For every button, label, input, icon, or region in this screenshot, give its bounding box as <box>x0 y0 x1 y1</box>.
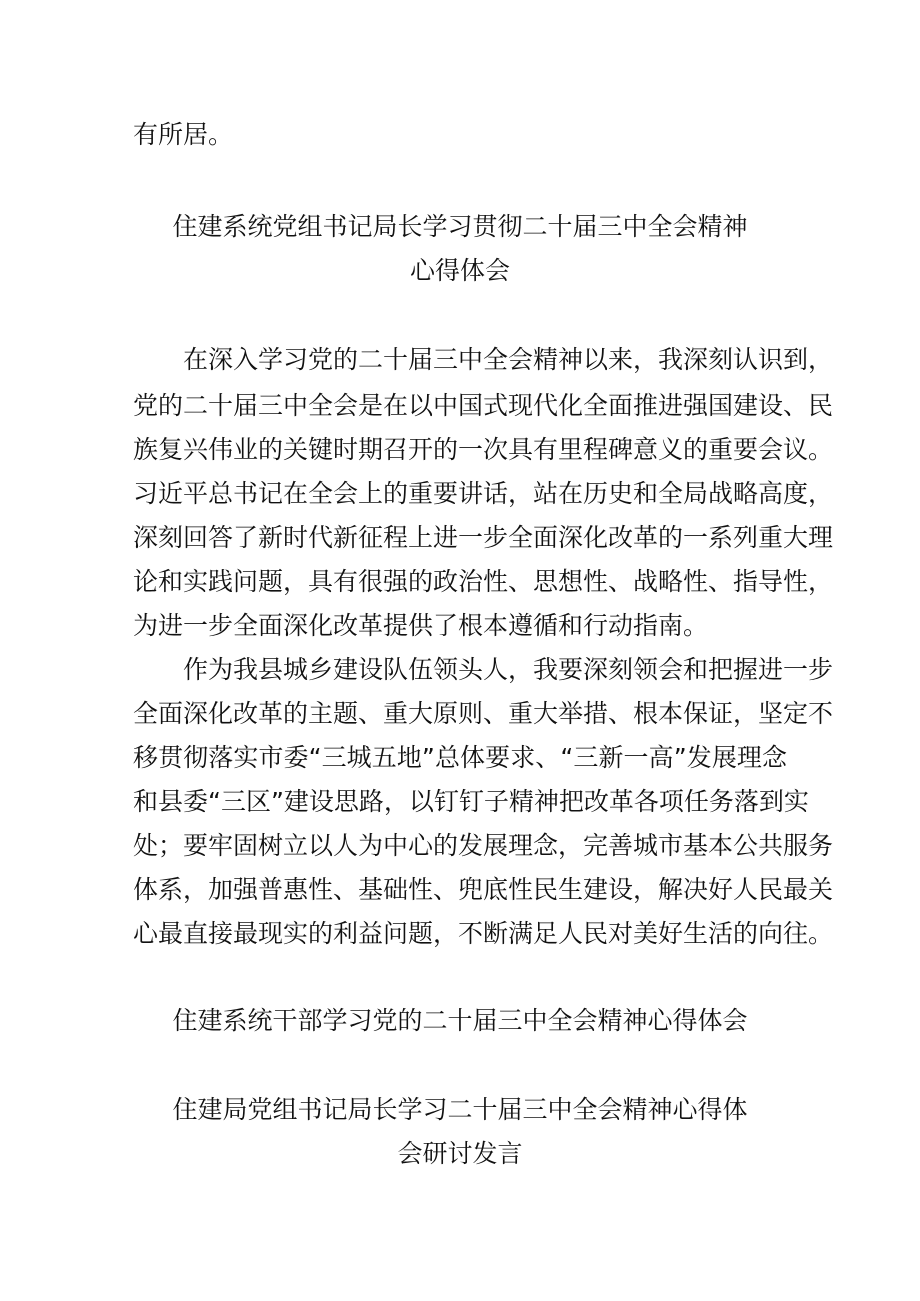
paragraph-line: 为进一步全面深化改革提供了根本遵循和行动指南。 <box>133 611 709 640</box>
paragraph-line: 全面深化改革的主题、重大原则、重大举措、根本保证，坚定不 <box>133 699 834 728</box>
paragraph-line: 族复兴伟业的关键时期召开的一次具有里程碑意义的重要会议。 <box>133 435 834 464</box>
paragraph-line: 作为我县城乡建设队伍领头人，我要深刻领会和把握进一步 <box>183 655 834 684</box>
article-1-title-line-1: 住建系统党组书记局长学习贯彻二十届三中全会精神 <box>172 212 748 241</box>
previous-paragraph-end: 有所居。 <box>133 120 234 149</box>
article-3-title-line-1: 住建局党组书记局长学习二十届三中全会精神心得体 <box>172 1095 748 1124</box>
article-1-title-line-2: 心得体会 <box>409 256 510 285</box>
paragraph-line: 在深入学习党的二十届三中全会精神以来，我深刻认识到， <box>183 345 834 374</box>
paragraph-line: 移贯彻落实市委“三城五地”总体要求、“三新一高”发展理念 <box>133 743 787 772</box>
paragraph-line: 和县委“三区”建设思路，以钉钉子精神把改革各项任务落到实 <box>133 787 809 816</box>
paragraph-line: 体系，加强普惠性、基础性、兜底性民生建设，解决好人民最关 <box>133 875 834 904</box>
paragraph-line: 论和实践问题，具有很强的政治性、思想性、战略性、指导性， <box>133 567 834 596</box>
paragraph-line: 处；要牢固树立以人为中心的发展理念，完善城市基本公共服务 <box>133 831 834 860</box>
paragraph-line: 深刻回答了新时代新征程上进一步全面深化改革的一系列重大理 <box>133 523 834 552</box>
paragraph-line: 习近平总书记在全会上的重要讲话，站在历史和全局战略高度， <box>133 479 834 508</box>
article-2-title: 住建系统干部学习党的二十届三中全会精神心得体会 <box>172 1006 748 1035</box>
paragraph-line: 心最直接最现实的利益问题，不断满足人民对美好生活的向往。 <box>133 919 834 948</box>
paragraph-line: 党的二十届三中全会是在以中国式现代化全面推进强国建设、民 <box>133 391 834 420</box>
article-3-title-line-2: 会研讨发言 <box>397 1139 523 1168</box>
